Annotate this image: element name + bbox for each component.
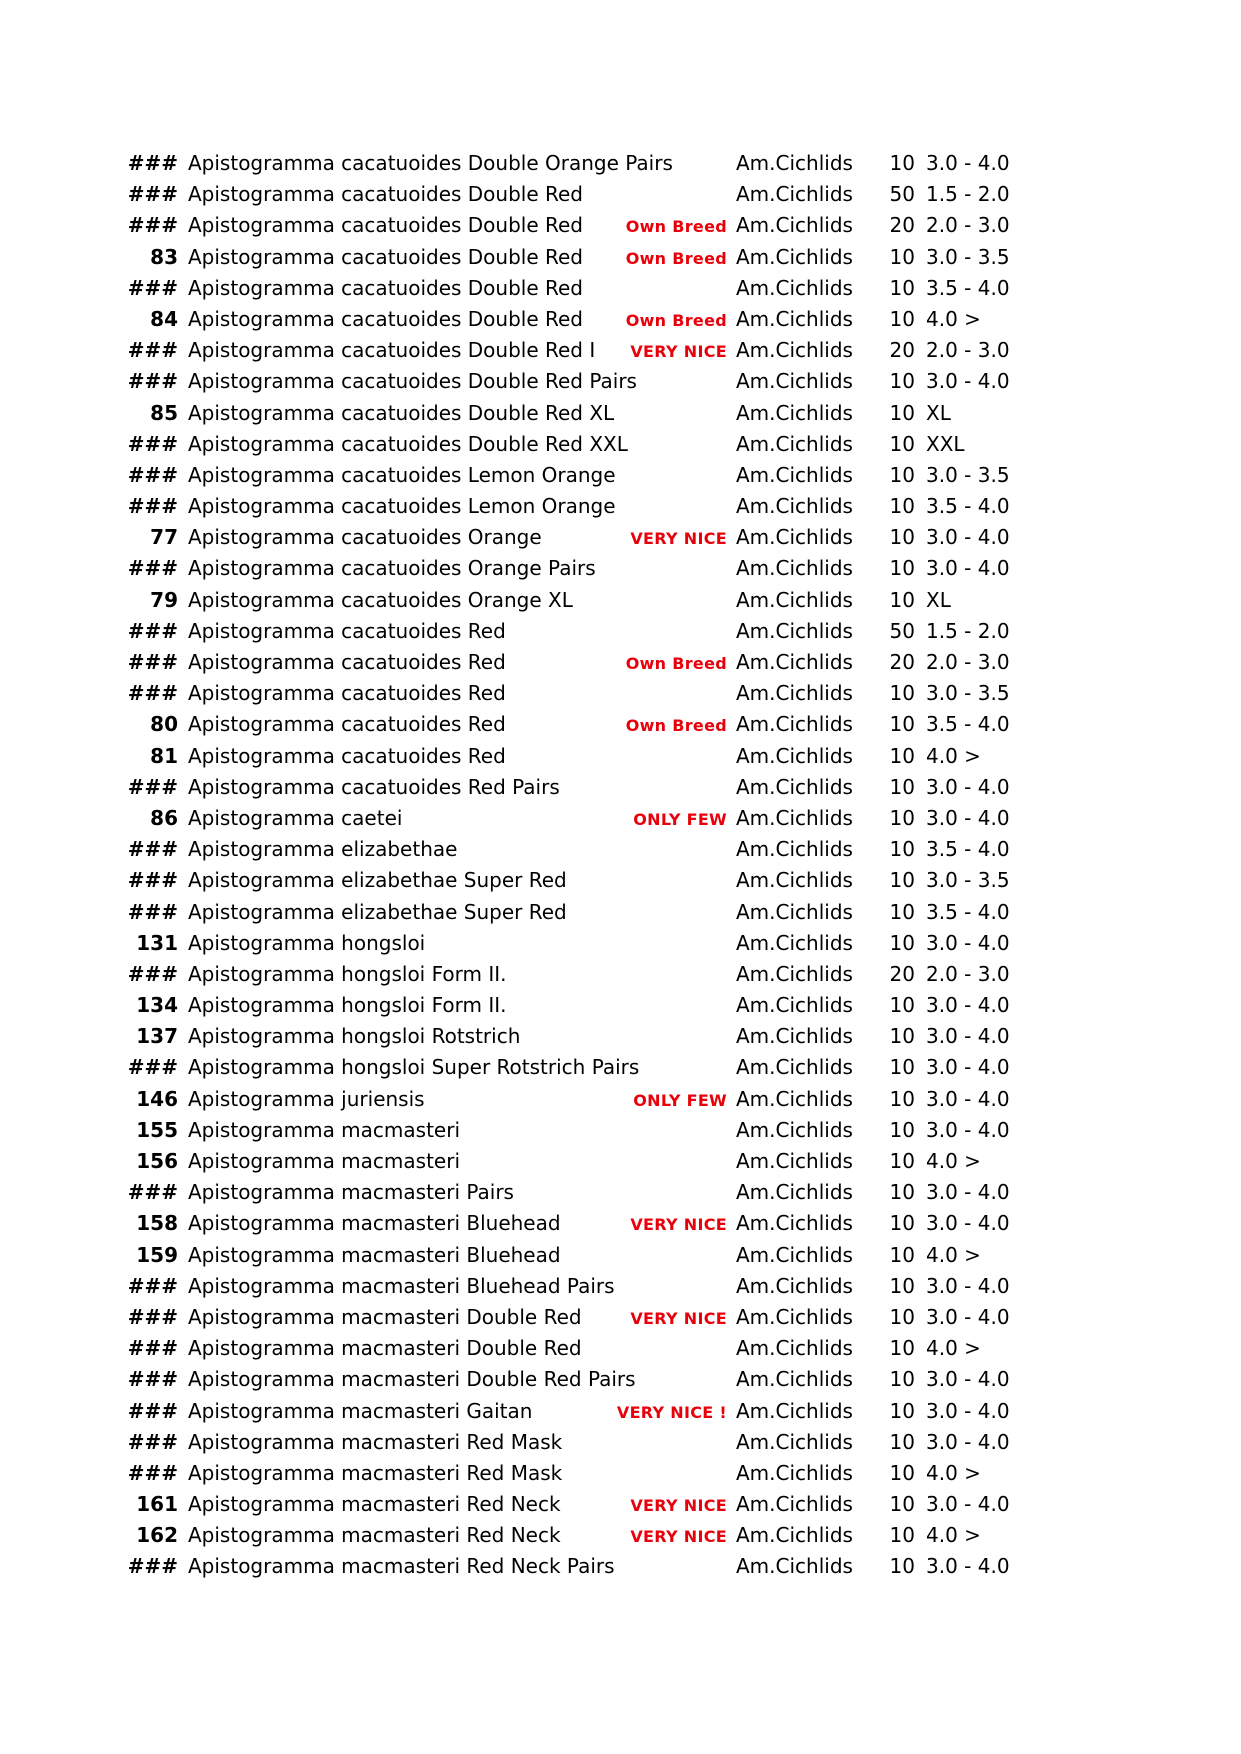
item-number: ### — [127, 961, 178, 986]
item-number: ### — [127, 151, 178, 175]
quantity: 10 — [889, 868, 915, 893]
size-range: 3.0 - 4.0 — [926, 1180, 1010, 1205]
list-row — [0, 1021, 1241, 1052]
list-row — [0, 678, 1241, 709]
size-range: 4.0 > — [926, 1336, 981, 1361]
list-row — [0, 553, 1241, 584]
size-range: 3.0 - 4.0 — [926, 1367, 1010, 1392]
species-name: Apistogramma macmasteri Bluehead — [188, 1211, 561, 1236]
size-range: 2.0 - 3.0 — [926, 213, 1010, 238]
size-range: 3.0 - 4.0 — [926, 556, 1010, 581]
list-row — [0, 647, 1241, 678]
quantity: 10 — [889, 1055, 915, 1080]
quantity: 10 — [889, 993, 915, 1018]
category: Am.Cichlids — [736, 681, 853, 706]
size-range: 3.0 - 4.0 — [926, 1492, 1010, 1517]
species-name: Apistogramma cacatuoides Orange XL — [188, 587, 573, 612]
category: Am.Cichlids — [736, 1336, 853, 1361]
species-name: Apistogramma elizabethae Super Red — [188, 868, 567, 893]
size-range: XL — [926, 587, 951, 612]
list-row — [0, 366, 1241, 397]
size-range: 3.0 - 4.0 — [926, 1211, 1010, 1236]
category: Am.Cichlids — [736, 1055, 853, 1080]
remark-badge: ONLY FEW — [633, 809, 727, 829]
quantity: 10 — [889, 306, 915, 331]
remark-badge: VERY NICE — [630, 342, 727, 362]
list-row — [0, 491, 1241, 522]
category: Am.Cichlids — [736, 1024, 853, 1049]
quantity: 20 — [889, 213, 915, 238]
quantity: 10 — [889, 1273, 915, 1298]
list-row — [0, 179, 1241, 210]
item-number: 86 — [150, 805, 178, 830]
list-row — [0, 990, 1241, 1021]
species-name: Apistogramma elizabethae Super Red — [188, 899, 567, 924]
species-name: Apistogramma hongsloi Form II. — [188, 993, 507, 1018]
item-number: ### — [127, 837, 178, 862]
quantity: 20 — [889, 338, 915, 363]
list-row — [0, 1177, 1241, 1208]
category: Am.Cichlids — [736, 1273, 853, 1298]
species-name: Apistogramma cacatuoides Lemon Orange — [188, 494, 616, 519]
size-range: 3.0 - 3.5 — [926, 681, 1010, 706]
list-row — [0, 429, 1241, 460]
list-row — [0, 1489, 1241, 1520]
size-range: 3.0 - 4.0 — [926, 993, 1010, 1018]
size-range: 2.0 - 3.0 — [926, 961, 1010, 986]
size-range: 3.0 - 4.0 — [926, 1086, 1010, 1111]
quantity: 10 — [889, 556, 915, 581]
quantity: 10 — [889, 151, 915, 175]
quantity: 10 — [889, 681, 915, 706]
size-range: 3.5 - 4.0 — [926, 899, 1010, 924]
category: Am.Cichlids — [736, 1180, 853, 1205]
quantity: 10 — [889, 244, 915, 269]
item-number: ### — [127, 1336, 178, 1361]
category: Am.Cichlids — [736, 805, 853, 830]
species-name: Apistogramma juriensis — [188, 1086, 425, 1111]
item-number: ### — [127, 1055, 178, 1080]
size-range: 3.0 - 4.0 — [926, 1398, 1010, 1423]
quantity: 10 — [889, 1523, 915, 1548]
size-range: 3.0 - 4.0 — [926, 805, 1010, 830]
category: Am.Cichlids — [736, 587, 853, 612]
size-range: 3.0 - 4.0 — [926, 525, 1010, 550]
list-row — [0, 273, 1241, 304]
item-number: 162 — [136, 1523, 178, 1548]
category: Am.Cichlids — [736, 1117, 853, 1142]
item-number: ### — [127, 1460, 178, 1485]
species-name: Apistogramma macmasteri Bluehead — [188, 1242, 561, 1267]
quantity: 10 — [889, 462, 915, 487]
category: Am.Cichlids — [736, 556, 853, 581]
size-range: 3.0 - 3.5 — [926, 868, 1010, 893]
species-name: Apistogramma cacatuoides Red — [188, 681, 506, 706]
remark-badge: Own Breed — [625, 248, 727, 268]
size-range: 4.0 > — [926, 743, 981, 768]
item-number: ### — [127, 1554, 178, 1579]
item-number: ### — [127, 213, 178, 238]
size-range: 3.5 - 4.0 — [926, 494, 1010, 519]
category: Am.Cichlids — [736, 930, 853, 955]
item-number: 85 — [150, 400, 178, 425]
species-name: Apistogramma caetei — [188, 805, 403, 830]
size-range: 3.0 - 4.0 — [926, 1554, 1010, 1579]
size-range: 4.0 > — [926, 1149, 981, 1173]
list-row — [0, 616, 1241, 647]
remark-badge: Own Breed — [625, 654, 727, 673]
category: Am.Cichlids — [736, 1429, 853, 1454]
item-number: ### — [127, 1429, 178, 1454]
species-name: Apistogramma macmasteri — [188, 1149, 461, 1173]
remark-badge: VERY NICE — [630, 1527, 727, 1547]
list-row — [0, 148, 1241, 179]
species-name: Apistogramma macmasteri — [188, 1117, 461, 1142]
list-row — [0, 460, 1241, 491]
list-row — [0, 585, 1241, 616]
species-name: Apistogramma cacatuoides Double Red XXL — [188, 431, 628, 456]
size-range: 3.0 - 4.0 — [926, 1055, 1010, 1080]
list-row — [0, 210, 1241, 241]
quantity: 10 — [889, 1460, 915, 1485]
species-name: Apistogramma cacatuoides Orange Pairs — [188, 556, 596, 581]
item-number: 131 — [136, 930, 178, 955]
list-row — [0, 741, 1241, 772]
category: Am.Cichlids — [736, 1211, 853, 1236]
list-row — [0, 398, 1241, 429]
list-row — [0, 1520, 1241, 1551]
species-name: Apistogramma cacatuoides Double Red Pairs — [188, 369, 637, 394]
size-range: 3.0 - 4.0 — [926, 1117, 1010, 1142]
item-number: 137 — [136, 1024, 178, 1049]
category: Am.Cichlids — [736, 369, 853, 394]
category: Am.Cichlids — [736, 743, 853, 768]
species-name: Apistogramma macmasteri Red Neck Pairs — [188, 1554, 615, 1579]
item-number: 134 — [136, 993, 178, 1018]
species-name: Apistogramma elizabethae — [188, 837, 458, 862]
item-number: 79 — [150, 587, 178, 612]
list-row — [0, 1458, 1241, 1489]
item-number: ### — [127, 494, 178, 519]
item-number: 161 — [136, 1492, 178, 1517]
species-name: Apistogramma cacatuoides Red Pairs — [188, 774, 560, 799]
item-number: ### — [127, 431, 178, 456]
list-row — [0, 772, 1241, 803]
remark-badge: VERY NICE — [630, 1496, 727, 1516]
remark-badge: VERY NICE — [630, 1308, 727, 1328]
category: Am.Cichlids — [736, 868, 853, 893]
item-number: ### — [127, 774, 178, 799]
quantity: 10 — [889, 1086, 915, 1111]
list-row — [0, 1551, 1241, 1582]
species-name: Apistogramma cacatuoides Red — [188, 650, 506, 674]
list-row — [0, 335, 1241, 366]
quantity: 10 — [889, 587, 915, 612]
item-number: 159 — [136, 1242, 178, 1267]
item-number: 155 — [136, 1117, 178, 1142]
size-range: 2.0 - 3.0 — [926, 650, 1010, 674]
species-name: Apistogramma hongsloi Form II. — [188, 961, 507, 986]
item-number: ### — [127, 618, 178, 643]
size-range: 4.0 > — [926, 306, 981, 331]
size-range: 3.0 - 4.0 — [926, 1304, 1010, 1329]
category: Am.Cichlids — [736, 774, 853, 799]
quantity: 10 — [889, 1304, 915, 1329]
list-row — [0, 1146, 1241, 1177]
category: Am.Cichlids — [736, 151, 853, 175]
size-range: 4.0 > — [926, 1460, 981, 1485]
list-row — [0, 928, 1241, 959]
quantity: 10 — [889, 743, 915, 768]
quantity: 10 — [889, 712, 915, 737]
list-row — [0, 522, 1241, 553]
quantity: 10 — [889, 1367, 915, 1392]
quantity: 10 — [889, 494, 915, 519]
category: Am.Cichlids — [736, 1398, 853, 1423]
item-number: ### — [127, 868, 178, 893]
item-number: ### — [127, 899, 178, 924]
size-range: 3.0 - 4.0 — [926, 1024, 1010, 1049]
list-row — [0, 1115, 1241, 1146]
category: Am.Cichlids — [736, 961, 853, 986]
size-range: 3.0 - 4.0 — [926, 774, 1010, 799]
species-name: Apistogramma cacatuoides Double Red I — [188, 338, 596, 363]
quantity: 10 — [889, 525, 915, 550]
item-number: ### — [127, 1367, 178, 1392]
category: Am.Cichlids — [736, 1149, 853, 1173]
list-row — [0, 1052, 1241, 1083]
size-range: 1.5 - 2.0 — [926, 618, 1010, 643]
item-number: 81 — [150, 743, 178, 768]
species-name: Apistogramma macmasteri Double Red — [188, 1304, 582, 1329]
species-name: Apistogramma cacatuoides Double Red — [188, 213, 583, 238]
species-name: Apistogramma cacatuoides Double Red — [188, 182, 583, 207]
item-number: ### — [127, 1180, 178, 1205]
item-number: ### — [127, 369, 178, 394]
quantity: 10 — [889, 431, 915, 456]
category: Am.Cichlids — [736, 306, 853, 331]
category: Am.Cichlids — [736, 525, 853, 550]
list-row — [0, 865, 1241, 896]
item-number: 84 — [150, 306, 178, 331]
quantity: 10 — [889, 930, 915, 955]
category: Am.Cichlids — [736, 494, 853, 519]
species-name: Apistogramma macmasteri Double Red — [188, 1336, 582, 1361]
list-row — [0, 709, 1241, 740]
list-row — [0, 1208, 1241, 1239]
category: Am.Cichlids — [736, 338, 853, 363]
category: Am.Cichlids — [736, 650, 853, 674]
species-name: Apistogramma cacatuoides Double Red — [188, 244, 583, 269]
remark-badge: Own Breed — [625, 716, 727, 736]
category: Am.Cichlids — [736, 1304, 853, 1329]
species-name: Apistogramma cacatuoides Double Red — [188, 275, 583, 300]
quantity: 10 — [889, 774, 915, 799]
category: Am.Cichlids — [736, 1367, 853, 1392]
quantity: 10 — [889, 400, 915, 425]
list-row — [0, 1396, 1241, 1427]
item-number: ### — [127, 1273, 178, 1298]
quantity: 10 — [889, 1398, 915, 1423]
species-name: Apistogramma cacatuoides Double Red XL — [188, 400, 615, 425]
quantity: 50 — [889, 182, 915, 207]
item-number: ### — [127, 275, 178, 300]
quantity: 10 — [889, 1336, 915, 1361]
size-range: 4.0 > — [926, 1242, 981, 1267]
list-row — [0, 803, 1241, 834]
item-number: 80 — [150, 712, 178, 737]
species-name: Apistogramma cacatuoides Red — [188, 712, 506, 737]
price-list — [0, 148, 1241, 1583]
category: Am.Cichlids — [736, 182, 853, 207]
size-range: 3.0 - 3.5 — [926, 244, 1010, 269]
item-number: 83 — [150, 244, 178, 269]
species-name: Apistogramma hongsloi Super Rotstrich Pairs — [188, 1055, 640, 1080]
size-range: 1.5 - 2.0 — [926, 182, 1010, 207]
category: Am.Cichlids — [736, 899, 853, 924]
quantity: 10 — [889, 1492, 915, 1517]
list-row — [0, 1333, 1241, 1364]
quantity: 20 — [889, 961, 915, 986]
item-number: 156 — [136, 1149, 178, 1173]
category: Am.Cichlids — [736, 1460, 853, 1485]
size-range: XL — [926, 400, 951, 425]
quantity: 10 — [889, 369, 915, 394]
species-name: Apistogramma hongsloi — [188, 930, 426, 955]
item-number: ### — [127, 462, 178, 487]
remark-badge: VERY NICE ! — [616, 1402, 727, 1422]
species-name: Apistogramma cacatuoides Lemon Orange — [188, 462, 616, 487]
quantity: 10 — [889, 1554, 915, 1579]
species-name: Apistogramma cacatuoides Orange — [188, 525, 542, 550]
item-number: ### — [127, 1398, 178, 1423]
size-range: 3.0 - 3.5 — [926, 462, 1010, 487]
size-range: 3.5 - 4.0 — [926, 275, 1010, 300]
quantity: 10 — [889, 1117, 915, 1142]
item-number: 77 — [150, 525, 178, 550]
item-number: 158 — [136, 1211, 178, 1236]
size-range: 3.0 - 4.0 — [926, 369, 1010, 394]
quantity: 10 — [889, 1024, 915, 1049]
list-row — [0, 1084, 1241, 1115]
list-row — [0, 242, 1241, 273]
quantity: 10 — [889, 1149, 915, 1173]
species-name: Apistogramma macmasteri Bluehead Pairs — [188, 1273, 615, 1298]
remark-badge: Own Breed — [625, 310, 727, 330]
list-row — [0, 1427, 1241, 1458]
size-range: XXL — [926, 431, 965, 456]
quantity: 10 — [889, 899, 915, 924]
category: Am.Cichlids — [736, 837, 853, 862]
quantity: 10 — [889, 805, 915, 830]
category: Am.Cichlids — [736, 1086, 853, 1111]
category: Am.Cichlids — [736, 618, 853, 643]
quantity: 10 — [889, 837, 915, 862]
quantity: 10 — [889, 1242, 915, 1267]
item-number: ### — [127, 338, 178, 363]
remark-badge: ONLY FEW — [633, 1090, 727, 1110]
item-number: ### — [127, 556, 178, 581]
quantity: 20 — [889, 650, 915, 674]
list-row — [0, 834, 1241, 865]
size-range: 4.0 > — [926, 1523, 981, 1548]
quantity: 10 — [889, 1180, 915, 1205]
list-row — [0, 897, 1241, 928]
category: Am.Cichlids — [736, 1492, 853, 1517]
list-row — [0, 1364, 1241, 1395]
list-row — [0, 1302, 1241, 1333]
category: Am.Cichlids — [736, 244, 853, 269]
category: Am.Cichlids — [736, 712, 853, 737]
species-name: Apistogramma cacatuoides Red — [188, 618, 506, 643]
quantity: 10 — [889, 1429, 915, 1454]
item-number: ### — [127, 681, 178, 706]
list-row — [0, 959, 1241, 990]
species-name: Apistogramma cacatuoides Double Red — [188, 306, 583, 331]
species-name: Apistogramma hongsloi Rotstrich — [188, 1024, 521, 1049]
size-range: 3.0 - 4.0 — [926, 151, 1010, 175]
size-range: 3.5 - 4.0 — [926, 837, 1010, 862]
species-name: Apistogramma macmasteri Gaitan — [188, 1398, 533, 1423]
species-name: Apistogramma macmasteri Red Neck — [188, 1523, 561, 1548]
category: Am.Cichlids — [736, 462, 853, 487]
species-name: Apistogramma cacatuoides Double Orange Pairs — [188, 151, 673, 175]
category: Am.Cichlids — [736, 213, 853, 238]
remark-badge: VERY NICE — [630, 1215, 727, 1235]
category: Am.Cichlids — [736, 275, 853, 300]
species-name: Apistogramma macmasteri Red Neck — [188, 1492, 561, 1517]
species-name: Apistogramma cacatuoides Red — [188, 743, 506, 768]
list-row — [0, 1240, 1241, 1271]
quantity: 50 — [889, 618, 915, 643]
size-range: 3.5 - 4.0 — [926, 712, 1010, 737]
item-number: ### — [127, 1304, 178, 1329]
species-name: Apistogramma macmasteri Red Mask — [188, 1460, 563, 1485]
item-number: ### — [127, 650, 178, 674]
species-name: Apistogramma macmasteri Red Mask — [188, 1429, 563, 1454]
remark-badge: Own Breed — [625, 217, 727, 237]
size-range: 3.0 - 4.0 — [926, 930, 1010, 955]
category: Am.Cichlids — [736, 400, 853, 425]
category: Am.Cichlids — [736, 1523, 853, 1548]
list-row — [0, 304, 1241, 335]
quantity: 10 — [889, 275, 915, 300]
category: Am.Cichlids — [736, 1554, 853, 1579]
category: Am.Cichlids — [736, 1242, 853, 1267]
size-range: 3.0 - 4.0 — [926, 1429, 1010, 1454]
category: Am.Cichlids — [736, 431, 853, 456]
species-name: Apistogramma macmasteri Double Red Pairs — [188, 1367, 636, 1392]
category: Am.Cichlids — [736, 993, 853, 1018]
size-range: 3.0 - 4.0 — [926, 1273, 1010, 1298]
species-name: Apistogramma macmasteri Pairs — [188, 1180, 514, 1205]
list-row — [0, 1271, 1241, 1302]
remark-badge: VERY NICE — [630, 529, 727, 549]
item-number: 146 — [136, 1086, 178, 1111]
item-number: ### — [127, 182, 178, 207]
size-range: 2.0 - 3.0 — [926, 338, 1010, 363]
quantity: 10 — [889, 1211, 915, 1236]
